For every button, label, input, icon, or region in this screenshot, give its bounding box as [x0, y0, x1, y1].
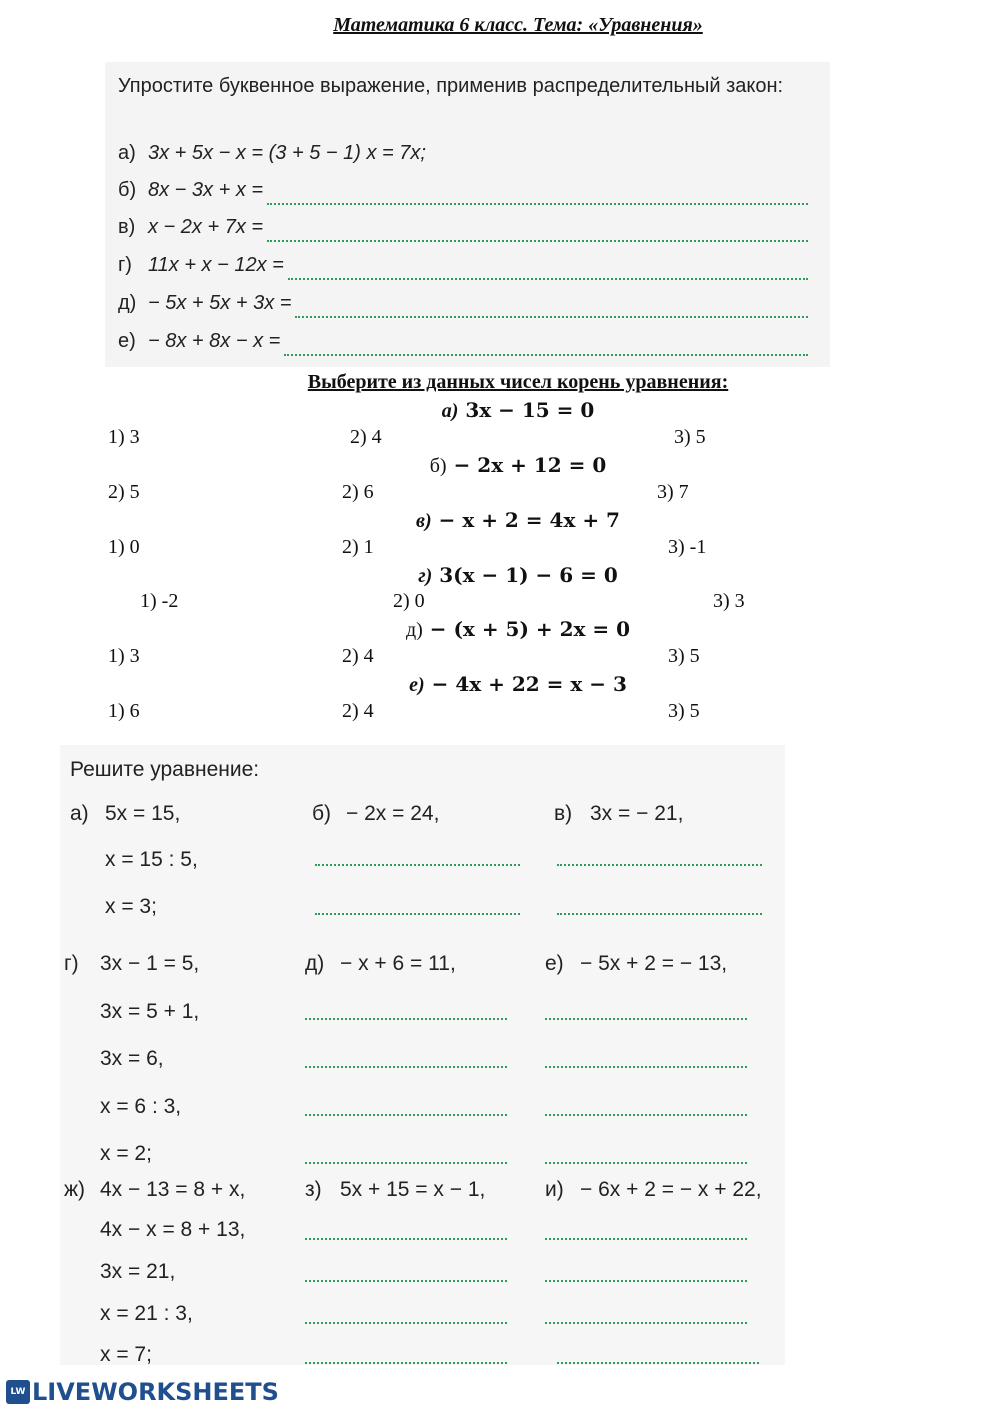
item-letter: в)	[554, 802, 573, 825]
item-letter: е)	[545, 952, 564, 975]
section3-instruction: Решите уравнение:	[70, 758, 260, 781]
row-letter: б)	[118, 179, 137, 201]
equation-text: − 6x + 2 = − x + 22,	[580, 1178, 762, 1201]
section1-row	[118, 292, 808, 322]
equation-text: − 2x = 24,	[346, 802, 440, 825]
answer-line[interactable]	[267, 187, 808, 205]
equation-label: д)	[405, 619, 423, 641]
equation-text: 3(x − 1) − 6 = 0	[439, 563, 618, 587]
row-expression: − 8x + 8x − x =	[148, 330, 281, 352]
solution-line: x = 21 : 3,	[100, 1302, 193, 1325]
solution-line: 3x = 21,	[100, 1260, 176, 1283]
equation-text: − x + 6 = 11,	[340, 952, 456, 975]
option[interactable]: 2) 4	[342, 700, 374, 722]
equation	[0, 617, 1000, 642]
option[interactable]: 2) 0	[393, 590, 425, 612]
equation-label: г)	[418, 565, 433, 587]
item-letter: д)	[305, 952, 325, 975]
answer-line[interactable]	[305, 1016, 507, 1020]
option[interactable]: 3) -1	[668, 536, 707, 558]
solution-line: x = 3;	[105, 895, 157, 918]
answer-line[interactable]	[305, 1236, 507, 1240]
row-expression: 3x + 5x − x = (3 + 5 − 1) x = 7x;	[148, 142, 426, 164]
equation-text: 3x = − 21,	[590, 802, 684, 825]
item-letter: г)	[64, 952, 79, 975]
item-letter: а)	[70, 802, 89, 825]
equation-text: − 2x + 12 = 0	[453, 453, 607, 477]
item-letter: з)	[305, 1178, 322, 1201]
answer-line[interactable]	[305, 1278, 507, 1282]
equation-label: б)	[429, 455, 447, 477]
answer-line[interactable]	[545, 1112, 747, 1116]
answer-line[interactable]	[315, 911, 520, 915]
solution-line: x = 7;	[100, 1343, 152, 1366]
row-expression: 11x + x − 12x =	[148, 254, 284, 276]
equation	[0, 398, 1000, 423]
equation-label: в)	[416, 510, 432, 532]
answer-line[interactable]	[545, 1320, 747, 1324]
equation	[0, 563, 1000, 588]
solution-line: 4x − x = 8 + 13,	[100, 1218, 246, 1241]
row-expression: x − 2x + 7x =	[148, 216, 264, 238]
answer-line[interactable]	[557, 911, 762, 915]
equation-text: − 4x + 22 = x − 3	[431, 672, 627, 696]
solution-line: 3x = 5 + 1,	[100, 1000, 200, 1023]
equation	[0, 508, 1000, 533]
section1-instruction: Упростите буквенное выражение, применив распределительный закон:	[118, 75, 784, 97]
answer-line[interactable]	[557, 862, 762, 866]
section2-instruction: Выберите из данных чисел корень уравнения:	[307, 371, 729, 393]
equation	[0, 672, 1000, 697]
liveworksheets-logo[interactable]	[6, 1378, 279, 1406]
answer-line[interactable]	[545, 1160, 747, 1164]
item-letter: ж)	[64, 1178, 86, 1201]
answer-line[interactable]	[305, 1320, 507, 1324]
equation-text: 5x + 15 = x − 1,	[340, 1178, 486, 1201]
option[interactable]: 2) 5	[108, 481, 140, 503]
equation-label: а)	[441, 400, 459, 422]
answer-line[interactable]	[545, 1278, 747, 1282]
option[interactable]: 1) 3	[108, 426, 140, 448]
option[interactable]: 2) 6	[342, 481, 374, 503]
equation-text: − 5x + 2 = − 13,	[580, 952, 728, 975]
equation-label: е)	[409, 674, 425, 696]
option[interactable]: 3) 5	[668, 700, 700, 722]
section1-row	[118, 254, 808, 284]
row-expression: − 5x + 5x + 3x =	[148, 292, 292, 314]
equation-text: 3x − 15 = 0	[465, 398, 595, 422]
row-expression: 8x − 3x + x =	[148, 179, 264, 201]
row-letter: д)	[118, 292, 137, 314]
option[interactable]: 1) 0	[108, 536, 140, 558]
section1-row	[118, 330, 808, 360]
solution-line: 5x = 15,	[105, 802, 181, 825]
answer-line[interactable]	[267, 224, 808, 242]
solution-line: 3x − 1 = 5,	[100, 952, 200, 975]
answer-line[interactable]	[545, 1016, 747, 1020]
option[interactable]: 3) 5	[668, 645, 700, 667]
answer-line[interactable]	[545, 1236, 747, 1240]
answer-line[interactable]	[305, 1112, 507, 1116]
logo-text: LIVEWORKSHEETS	[32, 1378, 279, 1406]
section1-row	[118, 142, 808, 172]
row-letter: в)	[118, 216, 136, 238]
answer-line[interactable]	[305, 1064, 507, 1068]
answer-line[interactable]	[295, 300, 808, 318]
answer-line[interactable]	[305, 1360, 507, 1364]
row-letter: е)	[118, 330, 136, 352]
option[interactable]: 1) -2	[140, 590, 179, 612]
item-letter: и)	[545, 1178, 564, 1201]
option[interactable]: 3) 3	[713, 590, 745, 612]
option[interactable]: 2) 1	[342, 536, 374, 558]
option[interactable]: 2) 4	[342, 645, 374, 667]
solution-line: x = 15 : 5,	[105, 848, 198, 871]
solution-line: x = 2;	[100, 1142, 152, 1165]
option[interactable]: 3) 7	[657, 481, 689, 503]
solution-line: 3x = 6,	[100, 1047, 164, 1070]
row-letter: г)	[118, 254, 132, 276]
row-letter: а)	[118, 142, 136, 164]
answer-line[interactable]	[315, 862, 520, 866]
answer-line[interactable]	[288, 262, 808, 280]
option[interactable]: 2) 4	[350, 426, 382, 448]
solution-line: x = 6 : 3,	[100, 1095, 182, 1118]
page-title: Математика 6 класс. Тема: «Уравнения»	[333, 14, 703, 36]
answer-line[interactable]	[284, 338, 808, 356]
equation-text: − (x + 5) + 2x = 0	[429, 617, 631, 641]
logo-icon: LW	[6, 1380, 30, 1404]
equation-text: − x + 2 = 4x + 7	[438, 508, 620, 532]
section1-row	[118, 216, 808, 246]
option[interactable]: 1) 3	[108, 645, 140, 667]
section1-row	[118, 179, 808, 209]
answer-line[interactable]	[545, 1064, 747, 1068]
option[interactable]: 1) 6	[108, 700, 140, 722]
solution-line: 4x − 13 = 8 + x,	[100, 1178, 246, 1201]
option[interactable]: 3) 5	[674, 426, 706, 448]
answer-line[interactable]	[557, 1360, 759, 1364]
equation	[0, 453, 1000, 478]
answer-line[interactable]	[305, 1160, 507, 1164]
item-letter: б)	[312, 802, 332, 825]
